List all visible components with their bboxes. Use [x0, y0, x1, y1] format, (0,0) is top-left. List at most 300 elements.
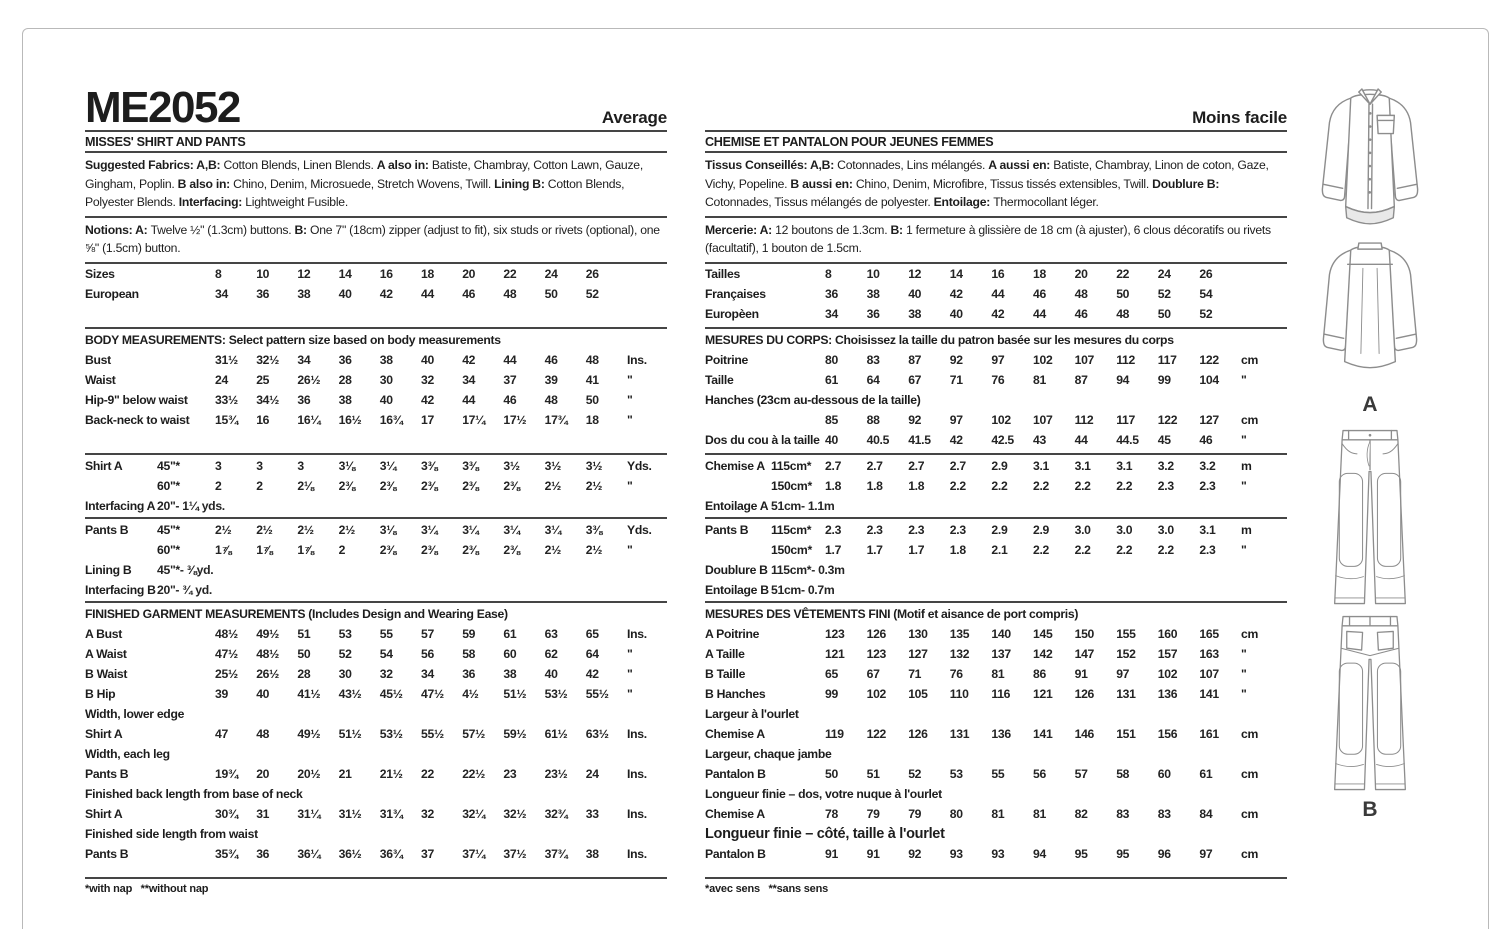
table-text-row: [85, 580, 667, 600]
table-row: [705, 540, 1287, 560]
table-row: [705, 844, 1287, 864]
table-subheading: MESURES DES VÊTEMENTS FINI (Motif et aisance de port compris): [705, 606, 1079, 621]
cell-value: 33½: [215, 392, 238, 407]
cell-value: 10: [866, 266, 880, 281]
cell-value: 156: [1157, 726, 1178, 741]
row-label: Shirt A: [85, 806, 123, 821]
table-row: [85, 520, 667, 540]
cell-value: 48½: [215, 626, 238, 641]
divider: [705, 601, 1287, 603]
row-label: Sizes: [85, 266, 115, 281]
cell-value: 3.1: [1032, 458, 1050, 473]
cell-value: 51: [866, 766, 880, 781]
unit-cell: ": [627, 646, 633, 661]
table-subheading: Finished back length from base of neck: [85, 786, 303, 801]
cell-value: 16½: [338, 412, 362, 427]
cell-value: 24: [215, 372, 228, 387]
cell-value: 62: [544, 646, 558, 661]
cell-value: 105: [908, 686, 928, 701]
cell-value: 37½: [503, 846, 527, 861]
cell-value: 41½: [297, 686, 321, 701]
cell-value: 122: [866, 726, 887, 741]
cell-value: 161: [1199, 726, 1219, 741]
cell-value: 131: [949, 726, 970, 741]
cell-value: 28: [297, 666, 311, 681]
cell-value: 163: [1199, 646, 1219, 661]
cell-value: 57: [421, 626, 434, 641]
cell-value: 2.2: [1032, 542, 1050, 557]
cell-value: 2.2: [949, 478, 966, 493]
table-row: [705, 804, 1287, 824]
cell-value: 32½: [503, 806, 527, 821]
english-column: [85, 83, 667, 895]
table-row: [705, 664, 1287, 684]
cell-value: 15¾: [215, 412, 238, 427]
cell-value: 22½: [462, 766, 486, 781]
table-row: [85, 410, 667, 430]
cell-value: 40.5: [866, 432, 890, 447]
cell-value: 54: [1199, 286, 1213, 301]
row-label: A Bust: [85, 626, 123, 641]
cell-value: 53: [338, 626, 352, 641]
row-label: B Hip: [85, 686, 116, 701]
cell-value: 92: [949, 352, 963, 367]
paragraph-text: Twelve ½" (1.3cm) buttons.: [150, 222, 295, 237]
table-subheading: BODY MEASUREMENTS: Select pattern size based on body measurements: [85, 332, 501, 347]
cell-value: 22: [421, 766, 434, 781]
cell-value: 117: [1116, 412, 1135, 427]
unit-cell: Ins.: [627, 352, 647, 367]
cell-value: 79: [908, 806, 922, 821]
cell-value: 3½: [544, 458, 561, 473]
cell-value: 2⅜: [421, 542, 438, 557]
cell-value: 2⅜: [462, 478, 479, 493]
row-width-label: 45"*: [157, 522, 180, 537]
right-header: [705, 86, 1287, 132]
cell-value: 61: [825, 372, 838, 387]
cell-value: 92: [908, 412, 922, 427]
cell-value: 16¾: [379, 412, 403, 427]
cell-value: 46: [1032, 286, 1046, 301]
unit-cell: ": [1240, 666, 1247, 681]
cell-value: 32: [421, 806, 434, 821]
cell-value: 36: [825, 286, 838, 301]
table-row: [705, 456, 1287, 476]
cell-value: 46: [1199, 432, 1213, 447]
table-row: [85, 624, 667, 644]
cell-value: 2⅛: [297, 478, 314, 493]
cell-value: 2½: [297, 522, 314, 537]
unit-cell: ": [1240, 542, 1247, 557]
cell-value: 2.3: [1157, 478, 1174, 493]
row-width-label: 115cm*: [771, 458, 812, 473]
paragraph-text: Lightweight Fusible.: [245, 195, 348, 210]
cell-value: 47½: [421, 686, 444, 701]
cell-value: 8: [215, 266, 222, 281]
cell-value: 110: [949, 686, 969, 701]
cell-value: 97: [949, 412, 963, 427]
cell-value: 155: [1116, 626, 1136, 641]
table-row: [705, 370, 1287, 390]
cell-value: 81: [991, 666, 1005, 681]
cell-value: 36: [338, 352, 352, 367]
cell-value: 131: [1116, 686, 1136, 701]
paragraph-bold-label: Suggested Fabrics: A,B:: [85, 158, 224, 172]
cell-value: 102: [866, 686, 887, 701]
table-text-row: [705, 496, 1287, 516]
cell-value: 3¼: [503, 522, 520, 537]
row-width-label: 150cm*: [771, 478, 812, 493]
cell-value: 2: [338, 542, 346, 557]
cell-value: 34: [297, 352, 311, 367]
cell-value: 150: [1074, 626, 1095, 641]
cell-value: 26: [585, 266, 599, 281]
table-subheading: Largeur, chaque jambe: [705, 746, 832, 761]
divider: [85, 453, 667, 455]
table-row: [705, 724, 1287, 744]
cell-value: 14: [949, 266, 963, 281]
cell-value: 160: [1157, 626, 1178, 641]
cell-value: 87: [908, 352, 922, 367]
cell-value: 44.5: [1116, 432, 1139, 447]
row-label: Interfacing A: [85, 498, 156, 513]
cell-value: 78: [825, 806, 838, 821]
cell-value: 121: [825, 646, 845, 661]
cell-value: 49½: [256, 626, 280, 641]
cell-value: 46: [544, 352, 558, 367]
row-label: Chemise A: [705, 458, 765, 473]
cell-value: 91: [866, 846, 880, 861]
cell-value: 93: [991, 846, 1005, 861]
cell-value: 1.7: [908, 542, 925, 557]
row-label: Lining B: [85, 562, 132, 577]
cell-value: 2.2: [1116, 478, 1133, 493]
unit-cell: cm: [1240, 846, 1258, 861]
cell-value: 40: [544, 666, 558, 681]
unit-cell: ": [627, 392, 633, 407]
cell-value: 83: [1116, 806, 1130, 821]
cell-value: 61: [1199, 766, 1213, 781]
cell-value: 16¼: [297, 412, 321, 427]
table-row: [85, 804, 667, 824]
row-label: B Hanches: [705, 686, 766, 701]
table-row: [705, 350, 1287, 370]
title-en: MISSES' SHIRT AND PANTS: [85, 132, 667, 153]
cell-value: 40: [338, 286, 352, 301]
cell-value: 99: [825, 686, 838, 701]
cell-value: 45: [1157, 432, 1171, 447]
cell-value: 97: [991, 352, 1005, 367]
cell-value: 34: [825, 306, 838, 321]
cell-value: 31: [256, 806, 270, 821]
cell-value: 97: [1199, 846, 1213, 861]
figure-pants: [1308, 425, 1432, 611]
unit-cell: ": [1240, 646, 1247, 661]
row-label: Waist: [85, 372, 116, 387]
unit-cell: Ins.: [627, 846, 647, 861]
cell-value: 3½: [585, 458, 603, 473]
table-subheading: FINISHED GARMENT MEASUREMENTS (Includes Design and Wearing Ease): [85, 606, 508, 621]
cell-value: 91: [1074, 666, 1088, 681]
cell-value: 91: [825, 846, 838, 861]
divider: [85, 517, 667, 519]
paragraph-bold-label: B also in:: [177, 176, 234, 191]
divider: [705, 877, 1287, 879]
french-column: [705, 86, 1287, 895]
paragraph-bold-label: Notions: A:: [85, 222, 151, 237]
unit-cell: Yds.: [627, 522, 652, 537]
cell-value: 83: [1157, 806, 1171, 821]
table-row: [705, 644, 1287, 664]
cell-value: 84: [1199, 806, 1213, 821]
cell-value: 32: [421, 372, 434, 387]
row-label: A Taille: [705, 646, 745, 661]
figure-pants-back: [1308, 611, 1432, 830]
row-label: Back-neck to waist: [85, 412, 190, 427]
cell-value: 36¾: [379, 846, 403, 861]
cell-value: 36½: [338, 846, 362, 861]
cell-value: 71: [908, 666, 922, 681]
row-label: Françaises: [705, 286, 766, 301]
cell-value: 2½: [544, 542, 561, 557]
table-subheading: Finished side length from waist: [85, 826, 258, 841]
cell-value: 2½: [585, 478, 603, 493]
cell-value: 85: [825, 412, 838, 427]
cell-value: 137: [991, 646, 1011, 661]
divider: [85, 601, 667, 603]
paragraph-text: Cotonnades, Lins mélangés.: [837, 158, 989, 172]
cell-value: 61½: [544, 726, 568, 741]
table-row: [705, 430, 1287, 450]
cell-value: 117: [1157, 352, 1177, 367]
cell-value: 32¾: [544, 806, 568, 821]
cell-value: 32: [379, 666, 393, 681]
cell-value: 10: [256, 266, 270, 281]
row-label: Pants B: [705, 522, 749, 537]
cell-value: 65: [825, 666, 838, 681]
paragraph-text: One 7" (18cm) zipper (adjust to fit), six studs or rivets (optional), one ⅝" (1.5cm) button.: [85, 222, 660, 256]
cell-value: 32¼: [462, 806, 486, 821]
cell-value: 2: [256, 478, 263, 493]
footnote-fr: *avec sens **sans sens: [705, 882, 829, 895]
cell-value: 112: [1116, 352, 1135, 367]
cell-value: 48: [585, 352, 599, 367]
cell-value: 48: [1116, 306, 1130, 321]
unit-cell: Ins.: [627, 626, 647, 641]
cell-value: 3.2: [1199, 458, 1216, 473]
cell-value: 3¼: [544, 522, 561, 537]
row-label: Tailles: [705, 266, 740, 281]
cell-value: 3¼: [379, 458, 397, 473]
cell-value: 2½: [544, 478, 561, 493]
figure-label-b: B: [1362, 798, 1378, 821]
row-width-label: 60"*: [157, 542, 180, 557]
spacer: [85, 864, 667, 876]
cell-value: 112: [1074, 412, 1094, 427]
row-label: Pantalon B: [705, 846, 766, 861]
cell-value: 47: [215, 726, 228, 741]
cell-value: 1.8: [866, 478, 883, 493]
cell-value: 2⅜: [462, 542, 479, 557]
cell-value: 2.3: [825, 522, 842, 537]
cell-value: 8: [825, 266, 832, 281]
cell-value: 42: [462, 352, 476, 367]
divider: [85, 327, 667, 329]
garment-illustrations: [1308, 88, 1432, 830]
cell-value: 2½: [256, 522, 273, 537]
cell-value: 30¾: [215, 806, 238, 821]
cell-value: 31½: [338, 806, 362, 821]
cell-value: 107: [1199, 666, 1219, 681]
cell-value: 52: [338, 646, 352, 661]
cell-value: 20: [462, 266, 476, 281]
row-width-label: 45"*: [157, 458, 180, 473]
measurement-table-fr: [705, 264, 1287, 879]
cell-value: 2: [215, 478, 222, 493]
cell-value: 35¾: [215, 846, 238, 861]
cell-value: 1.8: [825, 478, 842, 493]
cell-value: 54: [379, 646, 393, 661]
unit-cell: ": [627, 542, 633, 557]
cell-value: 136: [991, 726, 1011, 741]
cell-value: 102: [1032, 352, 1053, 367]
cell-value: 3.0: [1074, 522, 1091, 537]
cell-value: 86: [1032, 666, 1046, 681]
cell-value: 46: [462, 286, 476, 301]
cell-value: 2.7: [908, 458, 925, 473]
cell-value: 44: [991, 286, 1005, 301]
cell-value: 53½: [379, 726, 403, 741]
cell-value: 122: [1199, 352, 1219, 367]
table-subheading: Hanches (23cm au-dessous de la taille): [705, 392, 921, 407]
cell-value: 2.9: [991, 458, 1008, 473]
row-label: European: [85, 286, 139, 301]
table-row: [705, 264, 1287, 284]
cell-value: 50: [297, 646, 311, 661]
cell-value: 136: [1157, 686, 1178, 701]
table-subheading: Largeur à l'ourlet: [705, 706, 799, 721]
cell-value: 2.2: [1074, 542, 1091, 557]
cell-value: 65: [585, 626, 599, 641]
cell-value: 122: [1157, 412, 1178, 427]
row-label: Bust: [85, 352, 111, 367]
row-label: Shirt A: [85, 726, 123, 741]
cell-value: 51½: [338, 726, 362, 741]
pattern-number: ME2052: [85, 83, 240, 133]
table-row: [85, 264, 667, 284]
cell-value: 63½: [585, 726, 609, 741]
paragraph-bold-label: B aussi en:: [790, 176, 856, 191]
cell-value: 80: [949, 806, 963, 821]
cell-value: 3: [256, 458, 263, 473]
cell-value: 57½: [462, 726, 486, 741]
cell-value: 48: [1074, 286, 1088, 301]
cell-value: 50: [1157, 306, 1171, 321]
cell-value: 42: [585, 666, 599, 681]
cell-value: 2.2: [1116, 542, 1133, 557]
cell-value: 51½: [503, 686, 527, 701]
cell-value: 23½: [544, 766, 568, 781]
row-label: A Waist: [85, 646, 127, 661]
cell-value: 2.2: [1157, 542, 1174, 557]
cell-value: 1⅞: [215, 542, 232, 557]
shirt-front-illustration: [1312, 88, 1428, 240]
cell-value: 119: [825, 726, 844, 741]
table-row: [85, 844, 667, 864]
figure-shirt-back: [1308, 240, 1432, 425]
cell-value: 3.1: [1199, 522, 1216, 537]
cell-value: 53: [949, 766, 963, 781]
cell-value: 56: [1032, 766, 1046, 781]
cell-value: 55½: [585, 686, 609, 701]
paragraph-text: Cotton Blends, Linen Blends.: [223, 158, 377, 172]
cell-value: 88: [866, 412, 880, 427]
cell-value: 45½: [379, 686, 403, 701]
cell-value: 96: [1157, 846, 1171, 861]
paragraph-bold-label: Doublure B:: [1152, 176, 1220, 191]
cell-value: 79: [866, 806, 880, 821]
table-row: [705, 284, 1287, 304]
cell-value: 14: [338, 266, 352, 281]
cell-value: 17¾: [544, 412, 568, 427]
paragraph-bold-label: A also in:: [376, 158, 432, 172]
cell-value: 18: [585, 412, 599, 427]
cell-value: 2½: [338, 522, 355, 537]
cell-value: 127: [908, 646, 928, 661]
shirt-back-illustration: [1312, 240, 1428, 392]
cell-value: 52: [908, 766, 922, 781]
row-label: Dos du cou à la taille: [705, 432, 820, 447]
cell-value: 58: [1116, 766, 1130, 781]
cell-value: 22: [503, 266, 517, 281]
cell-value: 55: [379, 626, 393, 641]
cell-value: 34: [421, 666, 434, 681]
cell-value: 3.0: [1116, 522, 1133, 537]
unit-cell: cm: [1240, 806, 1258, 821]
cell-value: 71: [949, 372, 963, 387]
cell-value: 2.3: [908, 522, 925, 537]
cell-value: 4½: [462, 686, 479, 701]
table-row: [85, 476, 667, 496]
cell-value: 2.9: [991, 522, 1008, 537]
cell-value: 83: [866, 352, 880, 367]
cell-value: 3⅜: [585, 522, 603, 537]
row-label: Interfacing B: [85, 582, 156, 597]
cell-value: 121: [1032, 686, 1053, 701]
cell-value: 26½: [256, 666, 280, 681]
cell-value: 94: [1116, 372, 1130, 387]
cell-value: 40: [256, 686, 270, 701]
paragraph-text: Cotonnades, Tissus mélangés de polyester.: [705, 195, 934, 210]
row-width-label: 150cm*: [771, 542, 812, 557]
row-label: Poitrine: [705, 352, 748, 367]
cell-value: 127: [1199, 412, 1219, 427]
cell-value: 20: [256, 766, 270, 781]
table-row: [85, 350, 667, 370]
cell-value: 21: [338, 766, 352, 781]
cell-value: 116: [991, 686, 1011, 701]
cell-value: 25½: [215, 666, 238, 681]
divider: [705, 327, 1287, 329]
cell-value: 17: [421, 412, 434, 427]
pants-back-illustration: [1314, 611, 1426, 797]
cell-value: 1.8: [949, 542, 966, 557]
cell-value: 151: [1116, 726, 1136, 741]
cell-value: 20: [1074, 266, 1088, 281]
row-label: B Taille: [705, 666, 746, 681]
cell-value: 93: [949, 846, 963, 861]
cell-value: 92: [908, 846, 922, 861]
